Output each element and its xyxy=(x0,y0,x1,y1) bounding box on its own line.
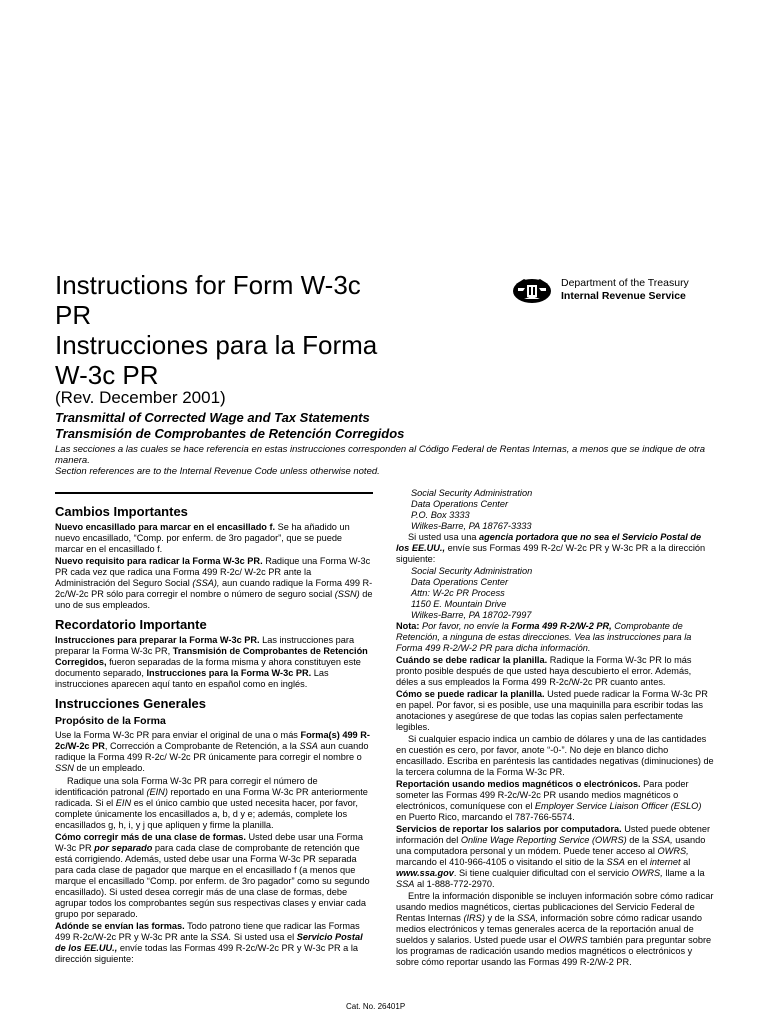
paragraph: Cuándo se debe radicar la planilla. Radique la Forma W-3c PR lo más pronto posible después de que usted haya descubierto el error. Además, déles a sus empleados la Forma 499 R-2c/W-2c PR cuanto antes. xyxy=(396,655,692,687)
address-line: Attn: W-2c PR Process xyxy=(411,588,505,598)
address-line: Wilkes-Barre, PA 18767-3333 xyxy=(411,521,532,531)
left-column xyxy=(55,500,373,966)
paragraph: Cómo corregir más de una clase de formas. Usted debe usar una Forma W-3c PR por separado para cada clase de comprobante de retención que está corrigiendo. Además, usted debe usar una Forma W-3c PR separada para cada clase de pagador que marque en el encasillado f (a menos que marque el encasillado “Comp. por enferm. de 3ro pagador” como su segundo encasillado). Si usted desea corregir más de una clase de formas, debe agrupar todos los comprobantes según sus respectivas clases y enviar cada grupo por separado. xyxy=(55,832,370,919)
address-line: 1150 E. Mountain Drive xyxy=(411,599,507,609)
heading-generales: Instrucciones Generales xyxy=(55,696,207,711)
right-column xyxy=(396,488,714,969)
section-note-spanish: Las secciones a las cuales se hace referencia en estas instrucciones corresponden al Código Federal de Rentas Internas, a menos que se indique de otra manera. xyxy=(55,444,706,466)
column-rule xyxy=(55,492,373,494)
section-note xyxy=(55,444,715,477)
paragraph: Reportación usando medios magnéticos o electrónicos. Para poder someter las Formas 499 R-2c/W-2c PR usando medios magnéticos o electrónicos, comuníquese con el Employer Service Liaison Officer (ESLO) en Puerto Rico, marcando el 787-766-5574. xyxy=(396,779,702,822)
address-line: Wilkes-Barre, PA 18702-7997 xyxy=(411,610,532,620)
dept-label: Department of the Treasury xyxy=(561,277,689,289)
heading-cambios: Cambios Importantes xyxy=(55,504,188,519)
paragraph: Entre la información disponible se incluyen información sobre cómo radicar usando medios magnéticos, ciertas publicaciones del Servicio Federal de Rentas Internas (IRS) y de la SSA, información sobre cómo radicar usando medios electrónicos y temas generales acerca de la reportación anual de sueldos y salarios. Usted puede usar el OWRS también para preguntar sobre los programas de radicación usando medios magnéticos o electrónicos y sobre cómo reportar usando las Formas 499 R-2/W-2 PR. xyxy=(396,891,714,967)
paragraph: Adónde se envían las formas. Todo patrono tiene que radicar las Formas 499 R-2c/W-2c PR y W-3c PR ante la SSA. Si usted usa el Servicio Postal de los EE.UU., envíe todas las Formas 499 R-2c/W-2c PR y W-3c PR a la dirección siguiente: xyxy=(55,921,363,964)
document-title xyxy=(55,270,505,390)
title-line: W-3c PR xyxy=(55,360,159,390)
agency-block xyxy=(561,277,689,303)
paragraph: Instrucciones para preparar la Forma W-3c PR. Las instrucciones para preparar la Forma W-3c PR, Transmisión de Comprobantes de Retención Corregidos, fueron separadas de la forma misma y ahora constituyen este documento separado, Instrucciones para la Forma W-3c PR. Las instrucciones aparecen aquí tanto en español como en inglés. xyxy=(55,635,368,689)
paragraph: Servicios de reportar los salarios por computadora. Usted puede obtener información del Online Wage Reporting Service (OWRS) de la SSA, usando una computadora personal y un módem. Puede tener acceso al OWRS, marcando el 410-966-4105 o visitando el sitio de la SSA en el internet al www.ssa.gov. Si tiene cualquier dificultad con el servicio OWRS, llame a la SSA al 1-888-772-2970. xyxy=(396,824,711,889)
subtitle-english: Transmittal of Corrected Wage and Tax Statements xyxy=(55,410,370,425)
paragraph: Cómo se puede radicar la planilla. Usted puede radicar la Forma W-3c PR en papel. Por favor, si es posible, use una maquinilla para escribir todas las anotaciones y asegúrese de que todas las copias salen perfectamente legibles. xyxy=(396,689,708,732)
paragraph: Si cualquier espacio indica un cambio de dólares y una de las cantidades en cuestión es cero, por favor, anote “-0-”. No deje en blanco dicho encasillado. Escriba en paréntesis las cantidades negativas (diminuciones) de la tercera columna de la Forma W-3c PR. xyxy=(396,734,714,777)
catalog-number: Cat. No. 26401P xyxy=(346,1002,406,1011)
paragraph: Radique una sola Forma W-3c PR para corregir el número de identificación patronal (EIN) reportado en una Forma W-3c PR anteriormente radicada. Si el EIN es el único cambio que usted necesita hacer, por favor, complete únicamente los encasillados a, b, d y e; además, complete los encasillados g, h, i, y j que apliquen y firme la planilla. xyxy=(55,776,368,830)
title-line: Instrucciones para la Forma xyxy=(55,330,378,360)
heading-recordatorio: Recordatorio Importante xyxy=(55,617,207,632)
address-block xyxy=(396,488,714,532)
paragraph: Nota: Por favor, no envíe la Forma 499 R-2/W-2 PR, Comprobante de Retención, a ninguna de estas direcciones. Vea las instrucciones para la Forma 499 R-2/W-2 PR para dicha información. xyxy=(396,621,692,653)
address-line: Data Operations Center xyxy=(411,499,509,509)
title-line: Instructions for Form W-3c xyxy=(55,270,361,300)
section-note-english: Section references are to the Internal Revenue Code unless otherwise noted. xyxy=(55,466,380,477)
subtitle-spanish: Transmisión de Comprobantes de Retención Corregidos xyxy=(55,426,405,441)
address-line: Data Operations Center xyxy=(411,577,509,587)
irs-eagle-logo-icon xyxy=(510,276,554,304)
address-line: Social Security Administration xyxy=(411,488,533,498)
paragraph: Nuevo encasillado para marcar en el encasillado f. Se ha añadido un nuevo encasillado, “Comp. por enferm. de 3ro pagador”, que se puede marcar en el encasillado f. xyxy=(55,522,350,554)
title-line: PR xyxy=(55,300,92,330)
address-block xyxy=(396,566,714,621)
paragraph: Nuevo requisito para radicar la Forma W-3c PR. Radique una Forma W-3c PR cada vez que radica una Forma 499 R-2c/ W-2c PR ante la Administración del Seguro Social (SSA), aun cuando radique la Forma 499 R-2c/W-2c PR sólo para corregir el nombre o número de seguro social (SSN) de uno de sus empleados. xyxy=(55,556,373,610)
irs-label: Internal Revenue Service xyxy=(561,290,686,302)
revision-date: (Rev. December 2001) xyxy=(55,388,226,407)
address-line: Social Security Administration xyxy=(411,566,533,576)
paragraph: Si usted usa una agencia portadora que no sea el Servicio Postal de los EE.UU., envíe sus Formas 499 R-2c/ W-2c PR y W-3c PR a la dirección siguiente: xyxy=(396,532,706,564)
address-line: P.O. Box 3333 xyxy=(411,510,470,520)
heading-proposito: Propósito de la Forma xyxy=(55,715,166,727)
paragraph: Use la Forma W-3c PR para enviar el original de una o más Forma(s) 499 R-2c/W-2c PR, Corrección a Comprobante de Retención, a la SSA aun cuando radique la Forma 499 R-2c/ W-2c PR únicamente para corregir el nombre o SSN de un empleado. xyxy=(55,730,370,773)
